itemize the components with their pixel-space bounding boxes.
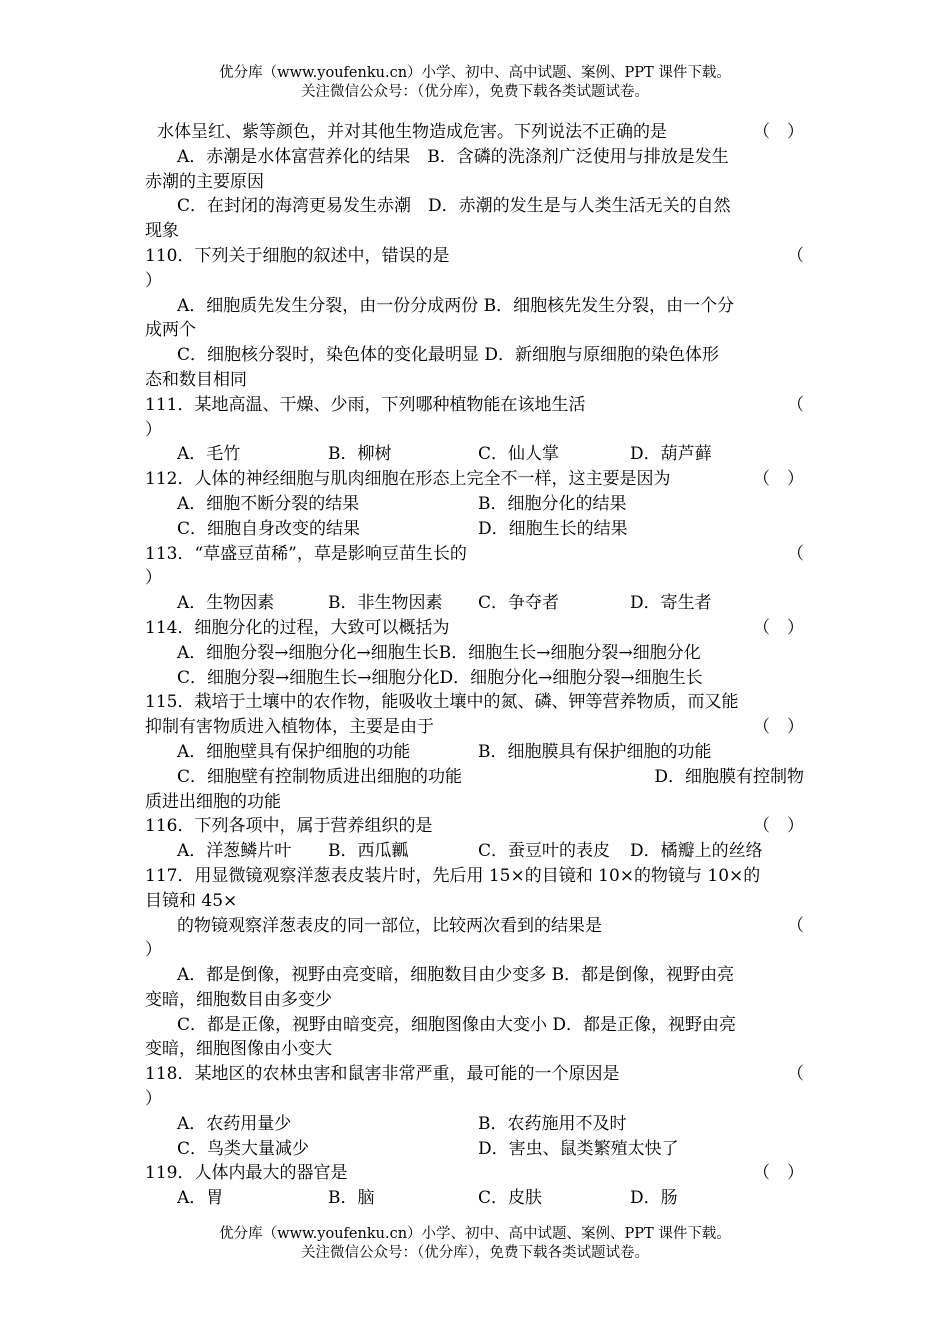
footer-line-1: 优分库（www.youfenku.cn）小学、初中、高中试题、案例、PPT 课件下载。 [219,1226,731,1242]
question-118-options-ab [145,1112,810,1137]
header-line-1: 优分库（www.youfenku.cn）小学、初中、高中试题、案例、PPT 课件下载。 [219,65,731,81]
answer-bracket: （ ） [753,717,804,738]
answer-bracket: （ ） [753,617,804,638]
page-header [0,64,950,102]
page-footer [0,1225,950,1263]
question-113-options [145,591,810,616]
question-117-stem-cont-2: 的物镜观察洋葱表皮的同一部位，比较两次看到的结果是 （ [145,914,810,939]
question-119-stem: 119．人体内最大的器官是 （ ） [145,1161,810,1186]
answer-bracket-open: （ [787,394,804,415]
option-a: A．胃 [177,1188,224,1209]
answer-bracket-open: （ [787,543,804,564]
answer-bracket-close: ） [145,419,162,440]
question-118-stem: 118．某地区的农林虫害和鼠害非常严重，最可能的一个原因是 （ [145,1062,810,1087]
answer-bracket-open: （ [787,245,804,266]
question-115-option-d-cont: 质进出细胞的功能 [145,791,281,812]
option-b: B．西瓜瓤 [328,841,409,862]
question-114-options-ab: A．细胞分裂→细胞分化→细胞生长B．细胞生长→细胞分裂→细胞分化 [177,642,701,663]
question-109-option-cd: C．在封闭的海湾更易发生赤潮 D．赤潮的发生是与人类生活无关的自然 [177,196,731,217]
option-d: D．肠 [630,1188,678,1209]
option-c: C．细胞壁有控制物质进出细胞的功能 [177,766,463,787]
question-117-option-cd: C．都是正像，视野由暗变亮，细胞图像由大变小 D．都是正像，视野由亮 [177,1014,737,1035]
question-110-option-ab-cont: 成两个 [145,320,196,341]
question-115-stem: 115．栽培于土壤中的农作物，能吸收土壤中的氮、磷、钾等营养物质，而又能 [145,692,739,713]
question-109-stem: 水体呈红、紫等颜色，并对其他生物造成危害。下列说法不正确的是 （ ） [145,120,810,145]
question-111-options [145,442,810,467]
option-c: C．蚕豆叶的表皮 [478,841,611,862]
option-b: B．柳树 [328,444,392,465]
header-line-2: 关注微信公众号：（优分库），免费下载各类试题试卷。 [301,84,649,100]
option-a: A．细胞壁具有保护细胞的功能 [177,741,411,762]
option-c: C．仙人掌 [478,444,560,465]
option-a: A．农药用量少 [177,1113,292,1134]
option-b: B．脑 [328,1188,375,1209]
option-b: B．农药施用不及时 [478,1113,627,1134]
option-b: B．非生物因素 [328,593,443,614]
answer-bracket: （ ） [753,122,804,142]
option-d: D．细胞膜有控制物 [654,766,804,787]
question-109-option-ab: A．赤潮是水体富营养化的结果 B．含磷的洗涤剂广泛使用与排放是发生 [177,146,729,167]
option-c: C．鸟类大量减少 [177,1138,310,1159]
question-110-stem: 110．下列关于细胞的叙述中，错误的是 （ [145,244,810,269]
option-c: C．皮肤 [478,1188,543,1209]
option-d: D．寄生者 [630,593,712,614]
question-112-stem: 112．人体的神经细胞与肌肉细胞在形态上完全不一样，这主要是因为 （ ） [145,467,810,492]
answer-bracket-close: ） [145,940,162,961]
answer-bracket-close: ） [145,270,162,291]
question-119-options [145,1186,810,1211]
question-117-stem: 117．用显微镜观察洋葱表皮装片时，先后用 15×的目镜和 10×的物镜与 10×的 [145,865,761,886]
question-118-options-cd [145,1137,810,1162]
option-c: C．细胞自身改变的结果 [177,518,361,539]
option-a: A．细胞不断分裂的结果 [177,493,360,514]
option-d: D．害虫、鼠类繁殖太快了 [478,1138,679,1159]
option-a: A．毛竹 [177,444,241,465]
answer-bracket-close: ） [145,568,162,589]
option-d: D．葫芦藓 [630,444,712,465]
question-list [145,120,810,1211]
question-115-options-ab [145,740,810,765]
option-b: B．细胞膜具有保护细胞的功能 [478,741,712,762]
question-117-option-cd-cont: 变暗，细胞图像由小变大 [145,1039,332,1060]
question-114-options-cd: C．细胞分裂→细胞生长→细胞分化D．细胞分化→细胞分裂→细胞生长 [177,667,703,688]
option-a: A．洋葱鳞片叶 [177,841,292,862]
question-109-option-cd-cont: 现象 [145,221,179,242]
option-c: C．争夺者 [478,593,560,614]
option-a: A．生物因素 [177,593,275,614]
question-115-options-cd [145,765,810,790]
answer-bracket: （ ） [753,816,804,837]
answer-bracket: （ ） [753,1163,804,1184]
question-117-option-ab: A．都是倒像，视野由亮变暗，细胞数目由少变多 B．都是倒像，视野由亮 [177,965,735,986]
answer-bracket-open: （ [787,1064,804,1085]
question-111-stem: 111．某地高温、干燥、少雨，下列哪种植物能在该地生活 （ [145,393,810,418]
option-d: D．橘瓣上的丝络 [630,841,763,862]
question-117-option-ab-cont: 变暗，细胞数目由多变少 [145,989,332,1010]
question-110-option-cd-cont: 态和数目相同 [145,369,247,390]
question-112-options-cd [145,517,810,542]
question-110-option-cd: C．细胞核分裂时，染色体的变化最明显 D．新细胞与原细胞的染色体形 [177,345,720,366]
option-b: B．细胞分化的结果 [478,493,627,514]
question-116-stem: 116．下列各项中，属于营养组织的是 （ ） [145,814,810,839]
question-117-stem-cont: 目镜和 45× [145,890,238,911]
answer-bracket-close: ） [145,1089,162,1110]
footer-line-2: 关注微信公众号：（优分库），免费下载各类试题试卷。 [301,1245,649,1261]
question-113-stem: 113．“草盛豆苗稀”，草是影响豆苗生长的 （ [145,542,810,567]
question-112-options-ab [145,492,810,517]
answer-bracket-open: （ [787,915,804,936]
answer-bracket: （ ） [753,469,804,490]
question-115-stem-cont: 抑制有害物质进入植物体，主要是由于 （ ） [145,715,810,740]
question-114-stem: 114．细胞分化的过程，大致可以概括为 （ ） [145,616,810,641]
question-116-options [145,839,810,864]
question-109-option-ab-cont: 赤潮的主要原因 [145,171,264,192]
option-d: D．细胞生长的结果 [478,518,628,539]
question-110-option-ab: A．细胞质先发生分裂，由一份分成两份 B．细胞核先发生分裂，由一个分 [177,295,735,316]
